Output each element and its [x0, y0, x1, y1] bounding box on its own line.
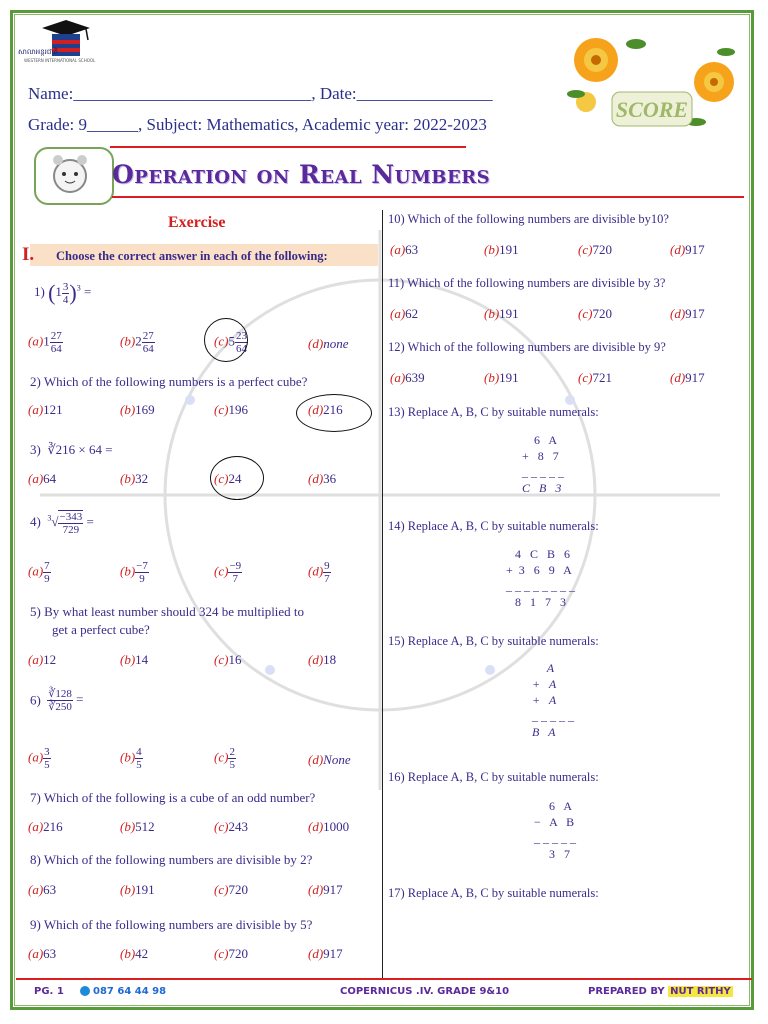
section-number: I.: [22, 244, 35, 265]
school-name: សាលាអន្តរជាតិ: [18, 48, 58, 56]
telegram-icon: [80, 986, 90, 996]
q11-option-d[interactable]: (d)917: [670, 306, 705, 321]
question-2: 2) Which of the following numbers is a perfect cube?: [30, 374, 308, 389]
q1-number: 1): [34, 283, 45, 299]
q1-paren: (: [48, 280, 56, 305]
section-instruction: Choose the correct answer in each of the following:: [56, 249, 328, 263]
q5-option-c[interactable]: (c)16: [214, 652, 242, 667]
question-10: 10) Which of the following numbers are divisible by10?: [388, 212, 669, 226]
question-8: 8) Which of the following numbers are divisible by 2?: [30, 852, 313, 867]
handwritten-circle-q3: [210, 456, 264, 500]
question-16: 16) Replace A, B, C by suitable numerals:: [388, 770, 599, 784]
question-11: 11) Which of the following numbers are divisible by 3?: [388, 276, 666, 290]
name-date-line: Name:____________________________, Date:________________: [28, 84, 493, 103]
q15-worksheet: A + A + A _ _ _ _ _ B A: [532, 661, 574, 739]
question-7: 7) Which of the following is a cube of an odd number?: [30, 790, 316, 805]
q2-option-b[interactable]: (b)169: [120, 402, 155, 417]
question-5-line1: 5) By what least number should 324 be multiplied to: [30, 604, 305, 619]
question-12: 12) Which of the following numbers are divisible by 9?: [388, 340, 666, 354]
q11-option-a[interactable]: (a)62: [390, 306, 419, 321]
footer-course: COPERNICUS .IV. GRADE 9&10: [340, 986, 510, 997]
q1-option-c[interactable]: (c)5 $\frac{23}{64}$: [214, 330, 247, 355]
q8-option-b[interactable]: (b)191: [120, 882, 155, 897]
q2-option-c[interactable]: (c)196: [214, 402, 248, 417]
q2-option-a[interactable]: (a)121: [28, 402, 63, 417]
footer-prepared: PREPARED BY NUT RITHY: [588, 986, 731, 997]
q8-option-c[interactable]: (c)720: [214, 882, 248, 897]
q2-option-d[interactable]: (d)216: [308, 402, 343, 417]
q4-option-b[interactable]: (b) $\frac{-7}{9}$: [120, 560, 148, 585]
footer-rule: [16, 978, 752, 980]
footer-phone: 087 64 44 98: [80, 986, 166, 997]
q9-option-d[interactable]: (d)917: [308, 946, 343, 961]
q12-option-b[interactable]: (b)191: [484, 370, 519, 385]
q4-option-d[interactable]: (d) $\frac{9}{7}$: [308, 560, 330, 585]
q7-option-b[interactable]: (b)512: [120, 819, 155, 834]
handwritten-circle-q1: [204, 318, 248, 362]
question-13: 13) Replace A, B, C by suitable numerals:: [388, 405, 599, 419]
q6-option-b[interactable]: (b) $\frac{4}{5}$: [120, 746, 142, 771]
q5-option-a[interactable]: (a)12: [28, 652, 57, 667]
page-title: Operation on Real Numbers: [112, 160, 491, 189]
question-15: 15) Replace A, B, C by suitable numerals:: [388, 634, 599, 648]
q3-option-a[interactable]: (a)64: [28, 471, 57, 486]
question-4: 4) $^3$√ $\frac{-343}{729}$ =: [30, 511, 94, 536]
title-bottom-rule: [112, 196, 744, 198]
q8-option-a[interactable]: (a)63: [28, 882, 57, 897]
q7-option-d[interactable]: (d)1000: [308, 819, 350, 834]
alarm-clock-icon: [36, 149, 108, 199]
q5-option-d[interactable]: (d)18: [308, 652, 337, 667]
alarm-clock-box: [34, 147, 114, 205]
title-top-rule: [110, 146, 466, 148]
question-14: 14) Replace A, B, C by suitable numerals:: [388, 519, 599, 533]
page-number: PG. 1: [34, 986, 64, 997]
q10-option-d[interactable]: (d)917: [670, 242, 705, 257]
q6-option-c[interactable]: (c) $\frac{2}{5}$: [214, 746, 235, 771]
author-name: NUT RITHY: [670, 986, 731, 997]
exercise-heading: Exercise: [168, 214, 226, 231]
q11-option-b[interactable]: (b)191: [484, 306, 519, 321]
score-label: SCORE: [615, 97, 689, 122]
q5-option-b[interactable]: (b)14: [120, 652, 149, 667]
q1-option-b[interactable]: (b)2 $\frac{27}{64}$: [120, 330, 154, 355]
question-5-line2: get a perfect cube?: [52, 622, 150, 637]
grade-subject-line: Grade: 9______, Subject: Mathematics, Academic year: 2022-2023: [28, 115, 487, 134]
q10-option-c[interactable]: (c)720: [578, 242, 612, 257]
q6-option-d[interactable]: (d)None: [308, 752, 351, 767]
question-1: 1) (1 $\frac{3}{4}$ )$^3$ =: [34, 280, 92, 306]
q14-worksheet: 4 C B 6 + 3 6 9 A _ _ _ _ _ _ _ _ 8 1 7 3: [506, 547, 575, 609]
q8-option-d[interactable]: (d)917: [308, 882, 343, 897]
q4-option-a[interactable]: (a) $\frac{7}{9}$: [28, 560, 50, 585]
q1-option-d[interactable]: (d)none: [308, 336, 349, 351]
school-logo: [28, 18, 104, 74]
question-9: 9) Which of the following numbers are divisible by 5?: [30, 917, 313, 932]
score-badge: [556, 12, 744, 162]
q12-option-a[interactable]: (a)639: [390, 370, 425, 385]
q3-option-c[interactable]: (c)24: [214, 471, 242, 486]
q9-option-b[interactable]: (b)42: [120, 946, 149, 961]
q3-option-d[interactable]: (d)36: [308, 471, 337, 486]
q10-option-a[interactable]: (a)63: [390, 242, 419, 257]
q1-option-a[interactable]: (a)1 $\frac{27}{64}$: [28, 330, 62, 355]
q9-option-c[interactable]: (c)720: [214, 946, 248, 961]
q12-option-d[interactable]: (d)917: [670, 370, 705, 385]
q7-option-c[interactable]: (c)243: [214, 819, 248, 834]
flower-icon: [574, 38, 618, 82]
q12-option-c[interactable]: (c)721: [578, 370, 612, 385]
question-6: 6) $\frac{∛128}{∛250}$ =: [30, 688, 84, 713]
q6-option-a[interactable]: (a) $\frac{3}{5}$: [28, 746, 50, 771]
question-17: 17) Replace A, B, C by suitable numerals:: [388, 886, 599, 900]
q11-option-c[interactable]: (c)720: [578, 306, 612, 321]
q1-fraction: $\frac{3}{4}$: [62, 280, 69, 306]
q9-option-a[interactable]: (a)63: [28, 946, 57, 961]
column-divider: [382, 210, 383, 978]
q10-option-b[interactable]: (b)191: [484, 242, 519, 257]
q3-option-b[interactable]: (b)32: [120, 471, 149, 486]
q7-option-a[interactable]: (a)216: [28, 819, 63, 834]
question-3: 3) ∛216 × 64 =: [30, 442, 113, 457]
school-subtitle: WESTERN INTERNATIONAL SCHOOL: [24, 58, 96, 63]
q1-tail: =: [84, 283, 92, 299]
q13-worksheet: 6 A + 8 7 _ _ _ _ _ C B 3: [522, 433, 564, 495]
handwritten-circle-q2: [296, 394, 372, 432]
q16-worksheet: 6 A − A B _ _ _ _ _ 3 7: [534, 799, 576, 861]
q4-option-c[interactable]: (c) $\frac{-9}{7}$: [214, 560, 242, 585]
